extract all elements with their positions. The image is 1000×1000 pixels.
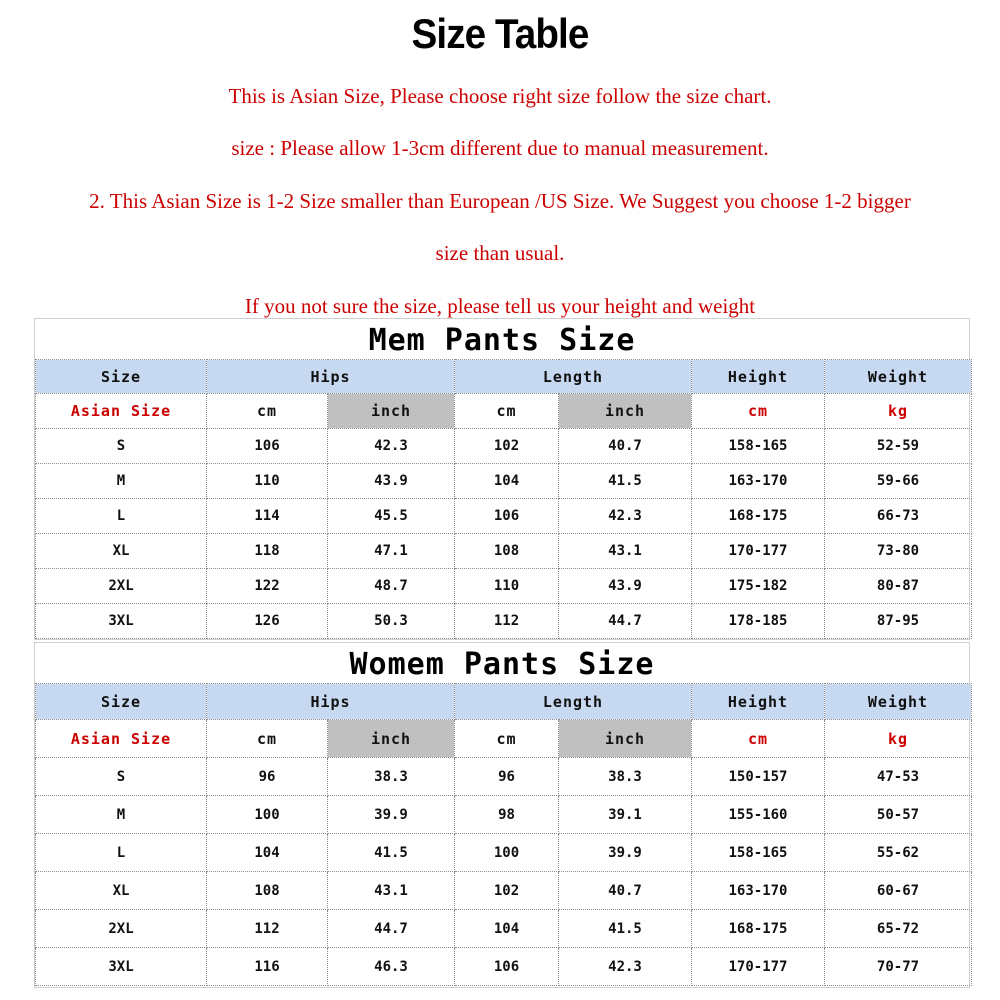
table-row <box>36 758 972 796</box>
cell-hips-inch: 47.1 <box>328 534 455 569</box>
cell-length-inch: 41.5 <box>559 910 692 948</box>
table-header-row <box>36 684 972 720</box>
cell-hips-inch: 38.3 <box>328 758 455 796</box>
unit-height-cm: cm <box>692 720 825 758</box>
cell-height: 175-182 <box>692 569 825 604</box>
cell-length-cm: 106 <box>455 948 559 986</box>
header-hips: Hips <box>207 684 455 720</box>
header-length: Length <box>455 360 692 394</box>
cell-hips-inch: 41.5 <box>328 834 455 872</box>
unit-length-cm: cm <box>455 720 559 758</box>
unit-length-inch: inch <box>559 720 692 758</box>
cell-length-cm: 112 <box>455 604 559 639</box>
unit-hips-cm: cm <box>207 720 328 758</box>
note-height-weight: If you not sure the size, please tell us your height and weight <box>244 294 756 318</box>
header-hips: Hips <box>207 360 455 394</box>
cell-hips-cm: 106 <box>207 429 328 464</box>
cell-length-inch: 43.9 <box>559 569 692 604</box>
table-unit-row <box>36 394 972 429</box>
cell-size: 2XL <box>36 910 207 948</box>
cell-hips-inch: 46.3 <box>328 948 455 986</box>
cell-height: 158-165 <box>692 429 825 464</box>
cell-length-inch: 41.5 <box>559 464 692 499</box>
cell-size: M <box>36 796 207 834</box>
cell-hips-cm: 110 <box>207 464 328 499</box>
table-row <box>36 796 972 834</box>
cell-height: 155-160 <box>692 796 825 834</box>
unit-hips-inch: inch <box>328 720 455 758</box>
cell-hips-inch: 43.1 <box>328 872 455 910</box>
table-row <box>36 834 972 872</box>
cell-weight: 55-62 <box>825 834 972 872</box>
cell-length-inch: 44.7 <box>559 604 692 639</box>
cell-size: XL <box>36 534 207 569</box>
cell-hips-inch: 39.9 <box>328 796 455 834</box>
men-size-section <box>34 318 970 640</box>
page-title: Size Table <box>411 10 589 57</box>
unit-hips-cm: cm <box>207 394 328 429</box>
women-table-body <box>36 758 972 986</box>
cell-length-inch: 39.1 <box>559 796 692 834</box>
cell-length-inch: 43.1 <box>559 534 692 569</box>
cell-length-cm: 110 <box>455 569 559 604</box>
table-row <box>36 464 972 499</box>
cell-length-cm: 106 <box>455 499 559 534</box>
cell-length-cm: 98 <box>455 796 559 834</box>
cell-hips-inch: 45.5 <box>328 499 455 534</box>
note-size-smaller: 2. This Asian Size is 1-2 Size smaller than European /US Size. We Suggest you choose 1-2 bigger <box>89 189 911 213</box>
unit-height-cm: cm <box>692 394 825 429</box>
table-row <box>36 429 972 464</box>
table-unit-row <box>36 720 972 758</box>
cell-weight: 52-59 <box>825 429 972 464</box>
cell-weight: 73-80 <box>825 534 972 569</box>
header-weight: Weight <box>825 684 972 720</box>
cell-height: 150-157 <box>692 758 825 796</box>
cell-hips-cm: 126 <box>207 604 328 639</box>
unit-asian-size: Asian Size <box>36 720 207 758</box>
cell-hips-cm: 114 <box>207 499 328 534</box>
cell-height: 170-177 <box>692 534 825 569</box>
header-length: Length <box>455 684 692 720</box>
header-weight: Weight <box>825 360 972 394</box>
table-row <box>36 872 972 910</box>
unit-asian-size: Asian Size <box>36 394 207 429</box>
cell-weight: 50-57 <box>825 796 972 834</box>
cell-height: 168-175 <box>692 499 825 534</box>
cell-height: 163-170 <box>692 464 825 499</box>
cell-length-cm: 104 <box>455 464 559 499</box>
cell-weight: 66-73 <box>825 499 972 534</box>
unit-weight-kg: kg <box>825 394 972 429</box>
men-table-title: Mem Pants Size <box>368 323 636 358</box>
table-row <box>36 948 972 986</box>
men-table-body <box>36 429 972 639</box>
unit-length-cm: cm <box>455 394 559 429</box>
table-row <box>36 569 972 604</box>
cell-weight: 80-87 <box>825 569 972 604</box>
cell-height: 158-165 <box>692 834 825 872</box>
cell-weight: 65-72 <box>825 910 972 948</box>
cell-size: L <box>36 834 207 872</box>
header-height: Height <box>692 684 825 720</box>
cell-length-inch: 42.3 <box>559 948 692 986</box>
cell-hips-cm: 116 <box>207 948 328 986</box>
women-table-title: Womem Pants Size <box>349 647 655 682</box>
cell-height: 170-177 <box>692 948 825 986</box>
women-size-section <box>34 642 970 988</box>
cell-hips-cm: 122 <box>207 569 328 604</box>
cell-length-inch: 42.3 <box>559 499 692 534</box>
table-row <box>36 604 972 639</box>
cell-size: M <box>36 464 207 499</box>
note-asian-size: This is Asian Size, Please choose right size follow the size chart. <box>228 84 772 108</box>
cell-hips-cm: 100 <box>207 796 328 834</box>
cell-height: 178-185 <box>692 604 825 639</box>
header-height: Height <box>692 360 825 394</box>
cell-size: 3XL <box>36 604 207 639</box>
cell-length-inch: 39.9 <box>559 834 692 872</box>
cell-size: 2XL <box>36 569 207 604</box>
cell-size: S <box>36 758 207 796</box>
cell-weight: 87-95 <box>825 604 972 639</box>
cell-length-cm: 102 <box>455 872 559 910</box>
table-row <box>36 534 972 569</box>
note-size-than-usual: size than usual. <box>435 241 565 265</box>
cell-length-cm: 100 <box>455 834 559 872</box>
cell-weight: 60-67 <box>825 872 972 910</box>
unit-length-inch: inch <box>559 394 692 429</box>
cell-hips-inch: 48.7 <box>328 569 455 604</box>
cell-length-cm: 108 <box>455 534 559 569</box>
unit-hips-inch: inch <box>328 394 455 429</box>
cell-height: 163-170 <box>692 872 825 910</box>
cell-length-cm: 102 <box>455 429 559 464</box>
cell-hips-cm: 96 <box>207 758 328 796</box>
cell-length-cm: 96 <box>455 758 559 796</box>
cell-hips-inch: 43.9 <box>328 464 455 499</box>
cell-hips-inch: 44.7 <box>328 910 455 948</box>
cell-length-inch: 38.3 <box>559 758 692 796</box>
note-measurement: size : Please allow 1-3cm different due to manual measurement. <box>231 136 769 160</box>
cell-size: 3XL <box>36 948 207 986</box>
cell-weight: 70-77 <box>825 948 972 986</box>
cell-hips-inch: 50.3 <box>328 604 455 639</box>
cell-length-inch: 40.7 <box>559 872 692 910</box>
cell-length-cm: 104 <box>455 910 559 948</box>
cell-hips-inch: 42.3 <box>328 429 455 464</box>
cell-hips-cm: 104 <box>207 834 328 872</box>
table-row <box>36 910 972 948</box>
cell-hips-cm: 112 <box>207 910 328 948</box>
cell-size: XL <box>36 872 207 910</box>
cell-weight: 47-53 <box>825 758 972 796</box>
cell-height: 168-175 <box>692 910 825 948</box>
table-header-row <box>36 360 972 394</box>
cell-size: L <box>36 499 207 534</box>
cell-weight: 59-66 <box>825 464 972 499</box>
cell-hips-cm: 108 <box>207 872 328 910</box>
men-size-table <box>35 359 972 639</box>
header-size: Size <box>36 684 207 720</box>
cell-size: S <box>36 429 207 464</box>
women-size-table <box>35 683 972 986</box>
table-row <box>36 499 972 534</box>
header-size: Size <box>36 360 207 394</box>
cell-hips-cm: 118 <box>207 534 328 569</box>
cell-length-inch: 40.7 <box>559 429 692 464</box>
unit-weight-kg: kg <box>825 720 972 758</box>
